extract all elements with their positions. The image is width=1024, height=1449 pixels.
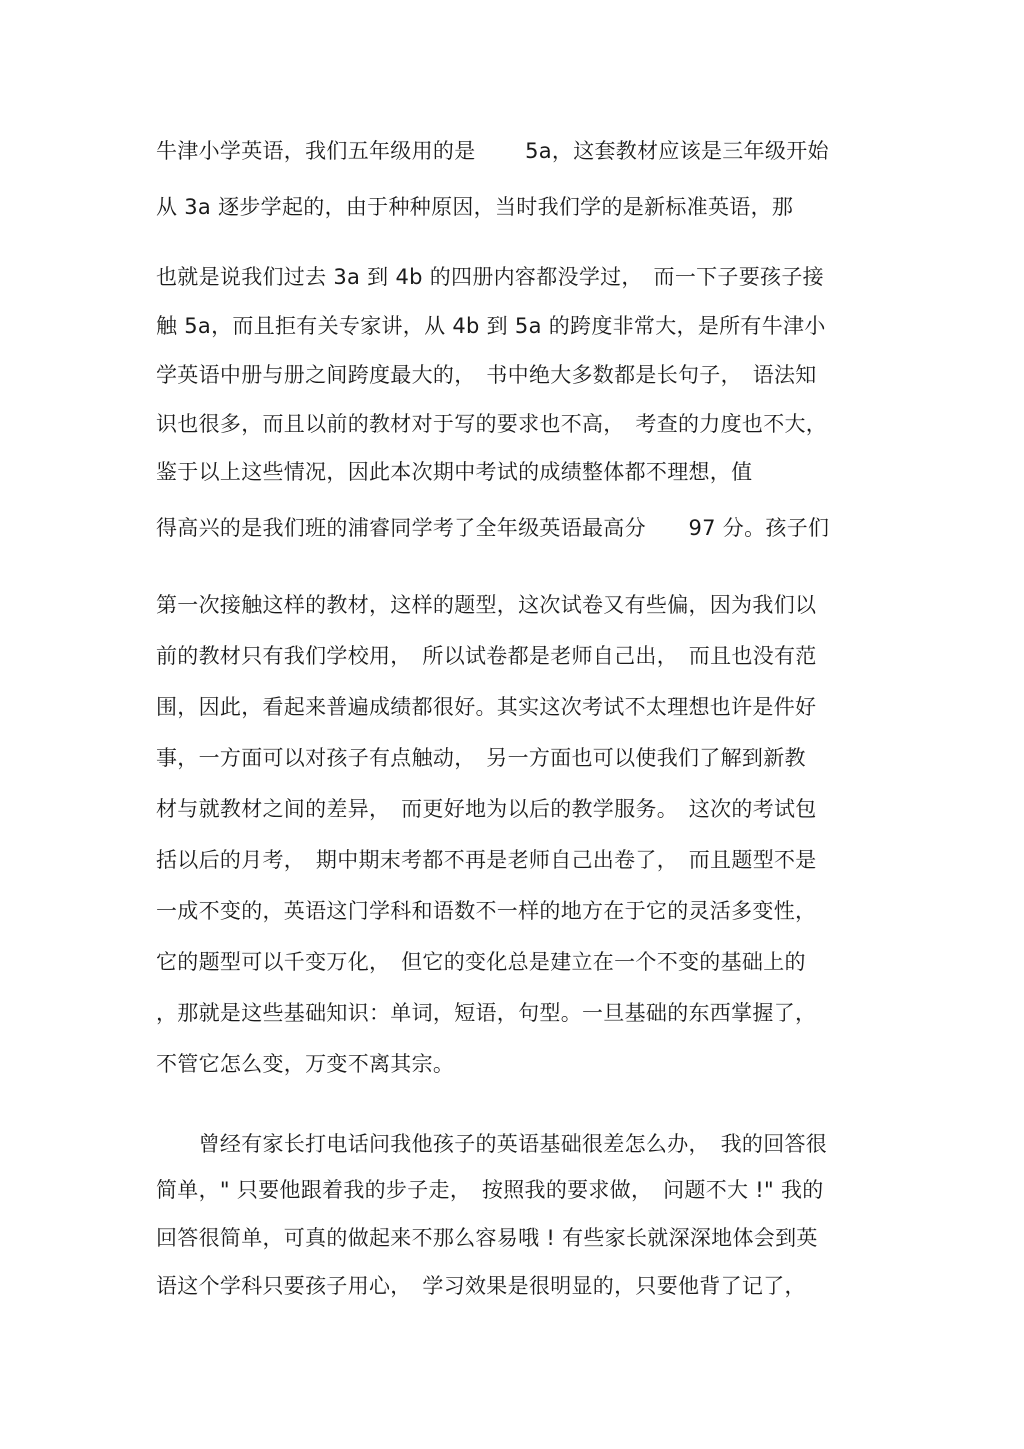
text-line: 从 3a 逐步学起的，由于种种原因，当时我们学的是新标准英语，那 — [156, 195, 794, 219]
text-line: 学英语中册与册之间跨度最大的， 书中绝大多数都是长句子， 语法知 — [156, 363, 817, 387]
text-line: 前的教材只有我们学校用， 所以试卷都是老师自己出， 而且也没有范 — [156, 644, 817, 668]
text-line: 简单，" 只要他跟着我的步子走， 按照我的要求做， 问题不大 !" 我的 — [156, 1178, 824, 1202]
text-line: 触 5a，而且拒有关专家讲，从 4b 到 5a 的跨度非常大，是所有牛津小 — [156, 314, 826, 338]
text-line: 鉴于以上这些情况，因此本次期中考试的成绩整体都不理想，值 — [156, 460, 753, 484]
text-line: 不管它怎么变，万变不离其宗。 — [156, 1052, 455, 1076]
text-line: 一成不变的，英语这门学科和语数不一样的地方在于它的灵活多变性， — [156, 899, 817, 923]
text-line: 括以后的月考， 期中期末考都不再是老师自己出卷了， 而且题型不是 — [156, 848, 817, 872]
text-line: 第一次接触这样的教材，这样的题型，这次试卷又有些偏，因为我们以 — [156, 593, 817, 617]
text-line: 曾经有家长打电话问我他孩子的英语基础很差怎么办， 我的回答很 — [156, 1132, 828, 1156]
text-line: 识也很多，而且以前的教材对于写的要求也不高， 考查的力度也不大， — [156, 412, 828, 436]
text-line: 得高兴的是我们班的浦睿同学考了全年级英语最高分 97 分。孩子们 — [156, 516, 830, 540]
text-line: 它的题型可以千变万化， 但它的变化总是建立在一个不变的基础上的 — [156, 950, 806, 974]
text-line: 事，一方面可以对孩子有点触动， 另一方面也可以使我们了解到新教 — [156, 746, 806, 770]
text-line: ，那就是这些基础知识：单词，短语，句型。一旦基础的东西掌握了， — [156, 1001, 817, 1025]
text-line: 也就是说我们过去 3a 到 4b 的四册内容都没学过， 而一下子要孩子接 — [156, 265, 824, 289]
text-line: 语这个学科只要孩子用心， 学习效果是很明显的，只要他背了记了， — [156, 1274, 806, 1298]
text-line: 牛津小学英语，我们五年级用的是 5a，这套教材应该是三年级开始 — [156, 139, 829, 163]
text-line: 回答很简单，可真的做起来不那么容易哦 ! 有些家长就深深地体会到英 — [156, 1226, 818, 1250]
text-line: 围，因此，看起来普遍成绩都很好。其实这次考试不太理想也许是件好 — [156, 695, 817, 719]
text-line: 材与就教材之间的差异， 而更好地为以后的教学服务。 这次的考试包 — [156, 797, 817, 821]
